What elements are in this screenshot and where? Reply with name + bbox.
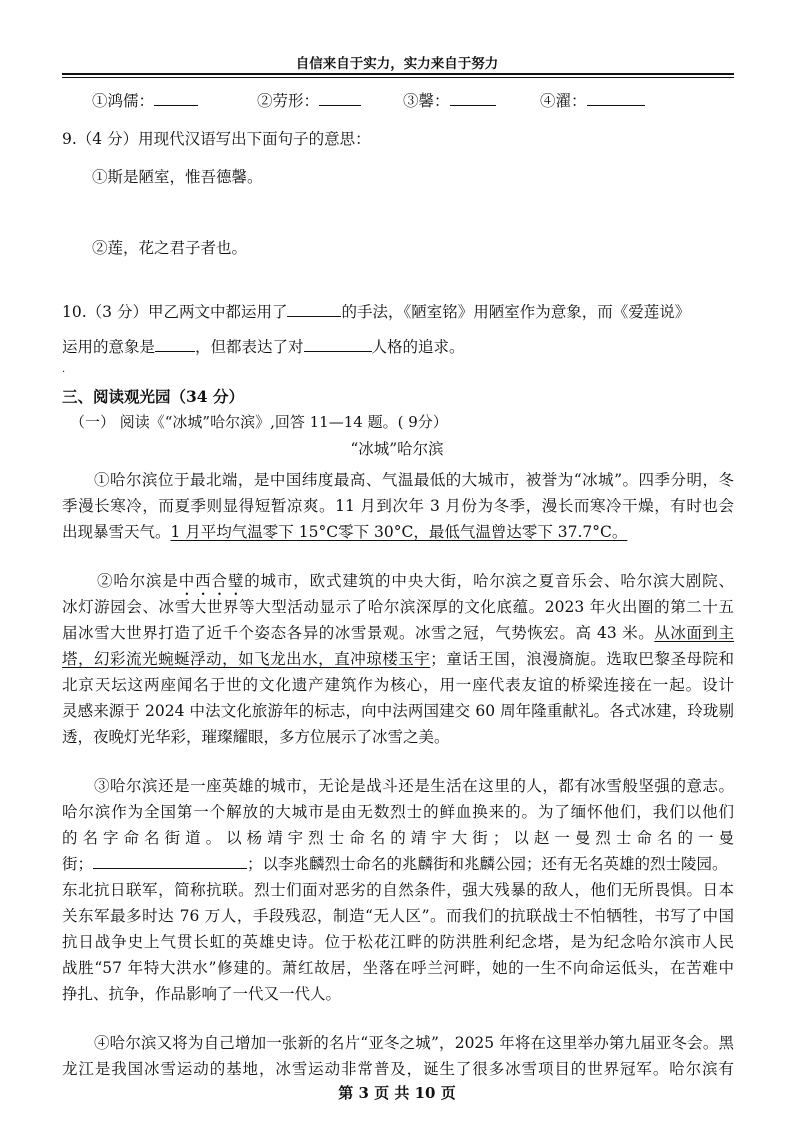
page-number: 第 3 页 共 10 页 [338, 1084, 456, 1102]
p3-line: 战胜“57 年特大洪水”修建的。萧红故居，坐落在呼兰河畔，她的一生不向命运低头，在苦难中 [62, 959, 734, 977]
p1-line: ①哈尔滨位于最北端，是中国纬度最高、气温最低的大城市，被誉为“冰城”。四季分明，冬 [94, 471, 734, 489]
p3-line: 东北抗日联军，简称抗联。烈士们面对恶劣的自然条件，强大残暴的敌人，他们无所畏惧。日本 [62, 881, 734, 899]
p3-line: ③哈尔滨还是一座英雄的城市，无论是战斗还是生活在这里的人，都有冰雪般坚强的意志。 [94, 777, 734, 795]
answer-blank[interactable] [587, 91, 645, 106]
q9-title: 9.（4 分）用现代汉语写出下面句子的意思： [62, 130, 371, 148]
p4-line: 龙江是我国冰雪运动的基地，冰雪运动非常普及，诞生了很多冰雪项目的世界冠军。哈尔滨有 [62, 1060, 734, 1078]
answer-blank[interactable] [319, 91, 361, 106]
p3-line: 哈尔滨作为全国第一个解放的大城市是由无数烈士的鲜血换来的。为了缅怀他们，我们以他们 [62, 803, 734, 821]
p4-line: ④哈尔滨又将为自己增加一张新的名片“亚冬之城”，2025 年将在这里举办第九届亚冬会。黑 [94, 1034, 734, 1052]
p2-line: 届冰雪大世界打造了近千个姿态各异的冰雪景观。冰雪之冠，气势恢宏。高 43 米。从冰面到主 [62, 624, 734, 642]
q10-line-2: 运用的意象是 ，但都表达了对 人格的追求。 [62, 338, 465, 356]
q10-line-1: 10.（3 分）甲乙两文中都运用了 的手法，《陋室铭》用陋室作为意象，而《爱莲说》 [62, 303, 691, 321]
p1-line: 出现暴雪天气。1 月平均气温零下 15°C零下 30°C，最低气温曾达零下 37.7°C。 [62, 523, 628, 541]
p2-line: 透，夜晚灯光华彩，璀璨耀眼，多方位展示了冰雪之美。 [62, 728, 450, 746]
answer-blank[interactable] [154, 91, 198, 106]
header-rule-thick [62, 73, 734, 75]
p1-line: 季漫长寒冷，而夏季则显得短暂凉爽。11 月到次年 3 月份为冬季，漫长而寒冷干燥，有时也会 [62, 497, 734, 515]
answer-blank[interactable] [287, 302, 341, 317]
section-title: 三、阅读观光园（34 分） [62, 387, 244, 406]
p3-line: 挣扎、抗争，作品影响了一代又一代人。 [62, 985, 342, 1003]
p2-line: ②哈尔滨是中西合璧的城市，欧式建筑的中央大街，哈尔滨之夏音乐会、哈尔滨大剧院、 [97, 572, 734, 590]
q8-item-1: ①鸿儒： [92, 89, 198, 111]
p3-line: 抗日战争史上气贯长虹的英雄史诗。位于松花江畔的防洪胜利纪念塔，是为纪念哈尔滨市人民 [62, 933, 734, 951]
underlined-sentence: 1 月平均气温零下 15°C零下 30°C，最低气温曾达零下 37.7°C。 [170, 523, 628, 541]
dotted-phrase: 中西合璧 [178, 572, 245, 590]
stray-dot: . [62, 364, 66, 375]
p2-line: 冰灯游园会、冰雪大世界等大型活动显示了哈尔滨深厚的文化底蕴。2023 年火出圈的第二十五 [62, 598, 734, 616]
p2-line: 灵感来源于 2024 中法文化旅游年的标志，向中法两国建交 60 周年隆重献礼。各式冰建，玲珑剔 [62, 702, 734, 720]
underlined-sentence: 塔，幻彩流光蜿蜒浮动，如飞龙出水，直冲琼楼玉宇 [62, 650, 431, 668]
underlined-sentence: 从冰面到主 [654, 624, 734, 642]
p3-line: 街； ；以李兆麟烈士命名的兆麟街和兆麟公园；还有无名英雄的烈士陵园。 [62, 855, 728, 873]
q8-item-4: ④濯： [540, 89, 645, 111]
q8-item-3: ③馨： [403, 89, 496, 111]
p3-line: 的名字命名街道。以杨靖宇烈士命名的靖宇大街；以赵一曼烈士命名的一曼 [62, 829, 734, 847]
q8-item-2: ②劳形： [257, 89, 361, 111]
answer-blank[interactable] [155, 337, 195, 352]
article-title: “冰城”哈尔滨 [350, 440, 444, 458]
p2-line: 塔，幻彩流光蜿蜒浮动，如飞龙出水，直冲琼楼玉宇；童话王国，浪漫旖旎。选取巴黎圣母院和 [62, 650, 734, 668]
p2-line: 北京天坛这两座闻名于世的文化遗产建筑作为核心，用一座代表友谊的桥梁连接在一起。设计 [62, 676, 734, 694]
header-motto: 自信来自于实力，实力来自于努力 [295, 56, 499, 72]
answer-blank[interactable] [93, 854, 247, 869]
answer-blank[interactable] [304, 337, 372, 352]
q9-sentence-1: ①斯是陋室，惟吾德馨。 [92, 168, 263, 186]
answer-blank[interactable] [450, 91, 496, 106]
q9-sentence-2: ②莲，花之君子者也。 [92, 239, 248, 257]
header-rule-thin [62, 77, 734, 78]
section-subtitle: （一） 阅读《“冰城”哈尔滨》,回答 11—14 题。( 9分） [70, 413, 448, 431]
p3-line: 关东军最多时达 76 万人，手段残忍，制造“无人区”。而我们的抗联战士不怕牺牲，书写了中国 [62, 907, 734, 925]
